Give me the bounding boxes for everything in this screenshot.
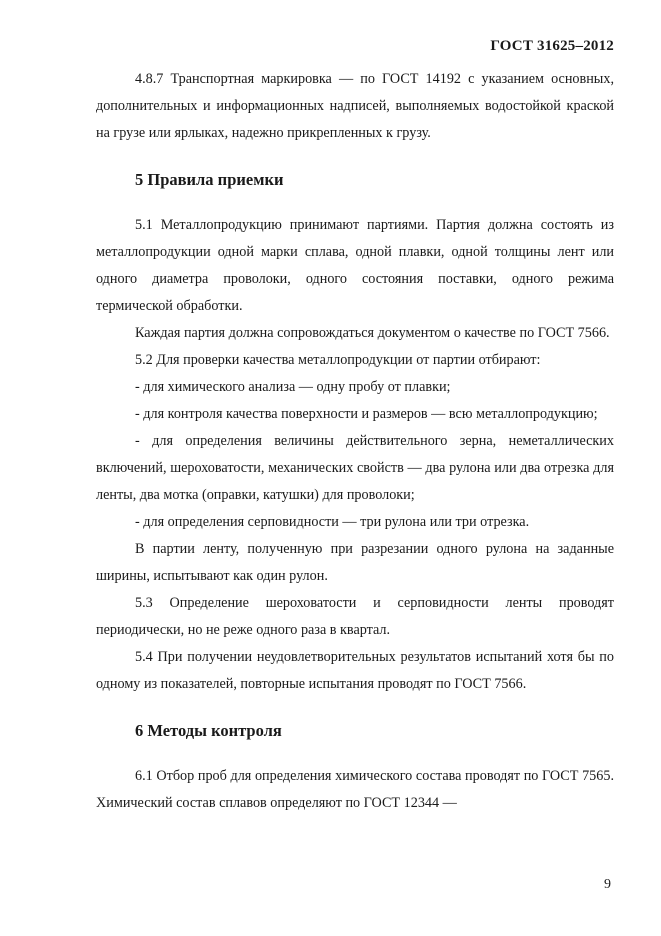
list-item-chemical-analysis: - для химического анализа — одну пробу от плавки;: [135, 379, 451, 395]
section-heading-5: 5 Правила приемки: [135, 170, 284, 189]
paragraph-5-1: 5.1 Металлопродукцию принимают партиями. Партия должна состоять из металлопродукции одной марки сплава, одной плавки, одной толщины лент или одного диаметра проволоки, одного состояния поставки, одного режима термической обработки.: [96, 217, 614, 314]
paragraph-5-1-quality-document: Каждая партия должна сопровождаться документом о качестве по ГОСТ 7566.: [135, 325, 610, 341]
page-number: 9: [604, 877, 611, 892]
list-item-camber: - для определения серповидности — три рулона или три отрезка.: [135, 514, 530, 530]
page-content: [96, 66, 614, 817]
document-code-header: ГОСТ 31625–2012: [490, 38, 614, 54]
paragraph-5-2-note: В партии ленту, полученную при разрезании одного рулона на заданные ширины, испытывают как один рулон.: [96, 541, 614, 584]
section-heading-6: 6 Методы контроля: [135, 721, 282, 740]
paragraph-5-3: 5.3 Определение шероховатости и серповидности ленты проводят периодически, но не реже одного раза в квартал.: [96, 595, 614, 638]
list-item-surface-quality: - для контроля качества поверхности и размеров — всю металлопродукцию;: [135, 406, 598, 422]
paragraph-5-4: 5.4 При получении неудовлетворительных результатов испытаний хотя бы по одному из показателей, повторные испытания проводят по ГОСТ 7566.: [96, 649, 614, 692]
paragraph-5-2: 5.2 Для проверки качества металлопродукции от партии отбирают:: [135, 352, 541, 368]
paragraph-4-8-7: 4.8.7 Транспортная маркировка — по ГОСТ 14192 с указанием основных, дополнительных и информационных надписей, выполняемых водостойкой краской на грузе или ярлыках, надежно прикрепленных к грузу.: [96, 71, 614, 141]
list-item-grain-size: - для определения величины действительного зерна, неметаллических включений, шероховатости, механических свойств — два рулона или два отрезка для ленты, два мотка (оправки, катушки) для проволоки;: [96, 433, 614, 503]
paragraph-6-1: 6.1 Отбор проб для определения химического состава проводят по ГОСТ 7565. Химический состав сплавов определяют по ГОСТ 12344 —: [96, 768, 614, 811]
